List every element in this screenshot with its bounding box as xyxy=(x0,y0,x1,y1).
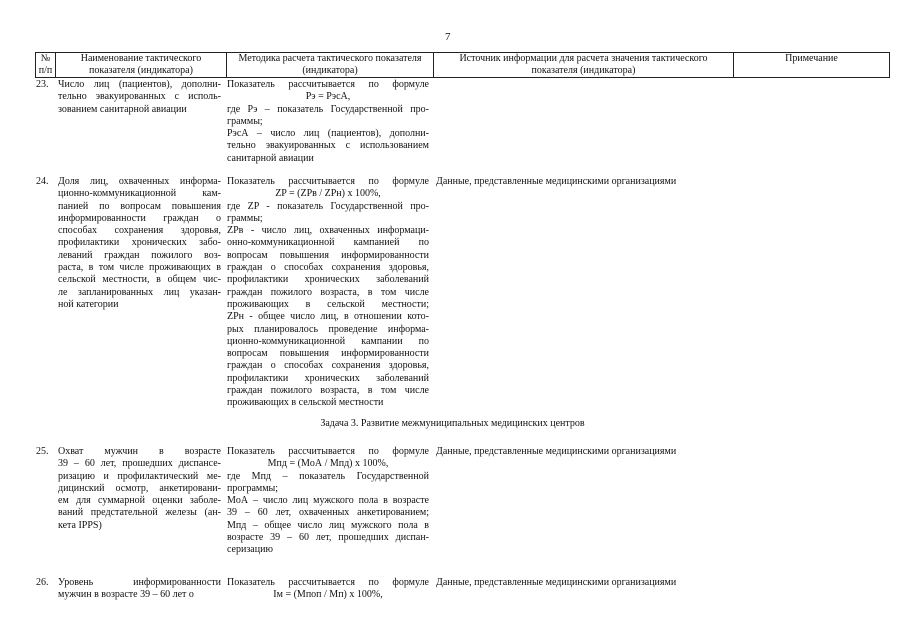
row-25-method xyxy=(227,446,429,557)
indicator-name-line: ризацию и профилактический ме- xyxy=(58,470,221,482)
header-note: Примечание xyxy=(785,53,838,64)
method-line: рых планировалось проведение информа- xyxy=(227,323,429,335)
row-23-num: 23. xyxy=(36,79,49,90)
row-24-source: Данные, представленные медицинскими организациями xyxy=(436,176,677,187)
method-line: где Mпд – показатель Государственной xyxy=(227,470,429,482)
indicator-name-line: Охват мужчин в возрасте xyxy=(58,446,221,457)
row-25-source: Данные, представленные медицинскими организациями xyxy=(436,446,677,457)
indicator-name-line: Доля лиц, охваченных информа- xyxy=(58,176,221,187)
header-num xyxy=(36,53,55,77)
header-source xyxy=(434,53,733,77)
indicator-name-line: профилактики хронических забо- xyxy=(58,237,221,249)
indicator-name-line: ле запланированных лиц указан- xyxy=(58,286,221,298)
header-num-line2: п/п xyxy=(38,65,53,76)
method-line: ZPн - общее число лиц, в отношении кото- xyxy=(227,311,429,323)
row-23-method xyxy=(227,79,429,165)
method-line: Mпд = (MоА / Mпд) x 100%, xyxy=(267,458,389,470)
row-24-method xyxy=(227,176,429,410)
method-line: Показатель рассчитывается по формуле xyxy=(227,446,429,457)
method-line: где Pэ – показатель Государственной про- xyxy=(227,103,429,115)
indicator-name-line: ционно-коммуникационной кам- xyxy=(58,188,221,200)
method-line: вопросам повышения информированности xyxy=(227,249,429,261)
method-line: Iм = (Mпоп / Mп) x 100%, xyxy=(273,589,383,601)
method-line: граждан о способах сохранения здоровья, xyxy=(227,360,429,372)
method-line: ZPв - число лиц, охваченных информаци- xyxy=(227,225,429,237)
method-line: онно-коммуникационной кампанией по xyxy=(227,237,429,249)
header-method-line2: (индикатора) xyxy=(302,65,358,76)
method-line: Показатель рассчитывается по формуле xyxy=(227,79,429,90)
header-bottom-border xyxy=(35,77,890,78)
header-name xyxy=(56,53,226,77)
indicator-name-line: кета IPPS) xyxy=(58,519,102,531)
indicator-name-line: тельно эвакуированных с исполь- xyxy=(58,91,221,103)
method-line: программы; xyxy=(227,482,279,494)
method-line: профилактики хронических заболеваний xyxy=(227,274,429,286)
row-25-name xyxy=(58,446,221,532)
indicator-name-line: информированности граждан о xyxy=(58,212,221,224)
method-line: граждан пожилого возраста, в том числе xyxy=(227,286,429,298)
indicator-name-line: дицинский осмотр, анкетировани- xyxy=(58,482,221,494)
method-line: тельно эвакуированных с использованием xyxy=(227,140,429,152)
indicator-name-line: сельской местности, в общем чис- xyxy=(58,274,221,286)
method-line: граждан о способах сохранения здоровья, xyxy=(227,262,429,274)
indicator-name-line: зованием санитарной авиации xyxy=(58,103,187,115)
header-divider xyxy=(889,52,890,78)
header-source-line1: Источник информации для расчета значения тактического xyxy=(459,53,708,64)
method-line: возрасте 39 – 60 лет, прошедших диспан- xyxy=(227,532,429,544)
row-23-name xyxy=(58,79,221,116)
section-title: Задача 3. Развитие межмуниципальных медицинских центров xyxy=(320,418,585,429)
header-method xyxy=(227,53,433,77)
method-line: ционно-коммуникационной кампании по xyxy=(227,335,429,347)
indicator-name-line: ной категории xyxy=(58,298,119,310)
indicator-name-line: мужчин в возрасте 39 – 60 лет о xyxy=(58,589,194,601)
row-24-name xyxy=(58,176,221,311)
indicator-name-line: леваний граждан пожилого воз- xyxy=(58,249,221,261)
indicator-name-line: панией по вопросам повышения xyxy=(58,200,221,212)
indicator-name-line: способах сохранения здоровья, xyxy=(58,225,221,237)
method-line: MоА – число лиц мужского пола в возрасте xyxy=(227,495,429,507)
row-26-name xyxy=(58,577,221,602)
method-line: профилактики хронических заболеваний xyxy=(227,372,429,384)
indicator-name-line: Число лиц (пациентов), дополни- xyxy=(58,79,221,90)
method-line: санитарной авиации xyxy=(227,152,314,164)
header-source-line2: показателя (индикатора) xyxy=(531,65,636,76)
indicator-name-line: Уровень информированности xyxy=(58,577,221,588)
method-line: 39 – 60 лет, охваченных анкетированием; xyxy=(227,507,429,519)
method-line: граммы; xyxy=(227,115,263,127)
row-26-method xyxy=(227,577,429,602)
header-name-line1: Наименование тактического xyxy=(80,53,202,64)
indicator-name-line: 39 – 60 лет, прошедших диспансе- xyxy=(58,458,221,470)
row-26-source: Данные, представленные медицинскими организациями xyxy=(436,577,677,588)
row-25-num: 25. xyxy=(36,446,49,457)
method-line: Mпд – общее число лиц мужского пола в xyxy=(227,519,429,531)
row-26-num: 26. xyxy=(36,577,49,588)
method-line: Показатель рассчитывается по формуле xyxy=(227,176,429,187)
header-name-line2: показателя (индикатора) xyxy=(89,65,193,76)
method-line: граммы; xyxy=(227,212,263,224)
method-line: граждан пожилого возраста, в том числе xyxy=(227,385,429,397)
method-line: вопросам повышения информированности xyxy=(227,348,429,360)
row-24-num: 24. xyxy=(36,176,49,187)
header-num-line1: № xyxy=(40,53,51,64)
method-line: проживающих в сельской местности; xyxy=(227,298,429,310)
indicator-name-line: ваний предстательной железы (ан- xyxy=(58,507,221,519)
method-line: серизацию xyxy=(227,544,273,556)
method-line: где ZP - показатель Государственной про- xyxy=(227,200,429,212)
page-number: 7 xyxy=(445,31,451,43)
method-line: PэсА – число лиц (пациентов), дополни- xyxy=(227,128,429,140)
header-method-line1: Методика расчета тактического показателя xyxy=(238,53,422,64)
method-line: ZP = (ZPв / ZPн) x 100%, xyxy=(275,188,381,200)
indicator-name-line: ем для суммарной оценки заболе- xyxy=(58,495,221,507)
method-line: проживающих в сельской местности xyxy=(227,397,384,409)
method-line: Показатель рассчитывается по формуле xyxy=(227,577,429,588)
indicator-name-line: раста, в том числе проживающих в xyxy=(58,262,221,274)
method-line: Pэ = PэсА, xyxy=(305,91,351,103)
